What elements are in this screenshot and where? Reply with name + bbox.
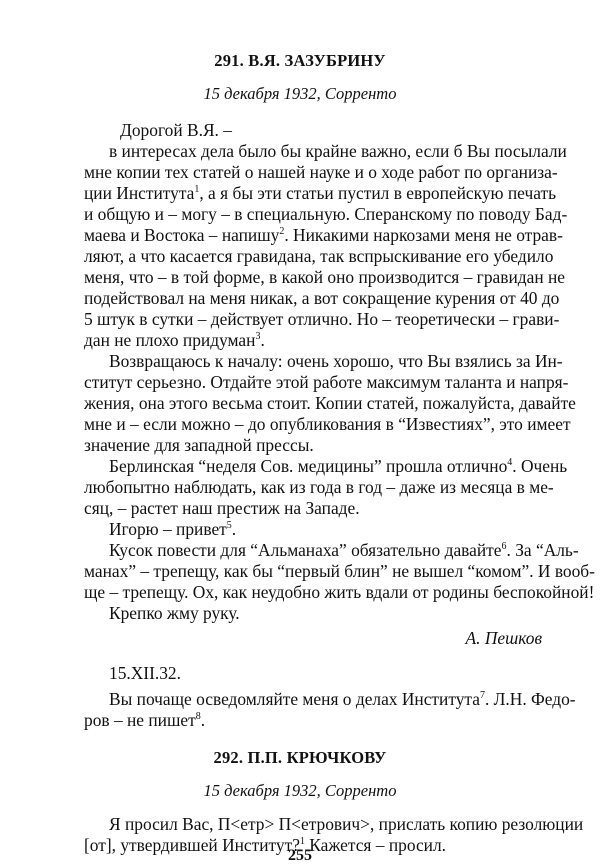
p1-line-5: [84, 225, 563, 246]
p1-line-8: подействовал на меня никак, а вот сокращение курения от 40 до: [84, 288, 560, 308]
ps-line-1-b: . Л.Н. Федо-: [484, 689, 576, 709]
closing: Крепко жму руку.: [109, 603, 240, 623]
p1-line-4: и общую и – могу – в специальную. Сперанскому по поводу Бад-: [84, 204, 568, 224]
p2-line-2: ститут серьезно. Отдайте этой работе максимум таланта и напря-: [84, 372, 569, 392]
p4-end-dot: .: [231, 519, 237, 539]
p5-line-1: [109, 540, 579, 561]
ps-line-2: [84, 710, 205, 731]
footnote-ref-8: 8: [195, 711, 201, 723]
p1-line-6: ляют, а что касается гравидана, так вспрыскивание его убедило: [84, 246, 554, 266]
p5-line-2: манах” – трепещу, как бы “первый блин” не вышел “комом”. И вооб-: [84, 561, 595, 581]
p1-line-9: 5 штук в сутки – действует отлично. Но – теоретически – грави-: [84, 309, 560, 329]
footnote-ref-292-1: 1: [299, 836, 305, 848]
p1-line-3: [84, 183, 557, 204]
p2-line-1: Возвращаюсь к началу: очень хорошо, что Вы взялись за Ин-: [109, 351, 563, 371]
letter-292-heading: 292. П.П. КРЮЧКОВУ: [213, 748, 387, 767]
ps-line-1-a: Вы почаще осведомляйте меня о делах Института: [109, 689, 480, 709]
p5-line-1-a: Кусок повести для “Альманаха” обязательно давайте: [109, 540, 502, 560]
l292-line-2-b: Кажется – просил.: [304, 835, 446, 855]
footnote-ref-7: 7: [479, 690, 485, 702]
p1-line-3-b: , а я бы эти статьи пустил в европейскую печать: [199, 183, 557, 203]
p1-end-dot: .: [260, 330, 265, 350]
p2-line-3: жения, она этого весьма стоит. Копии статей, пожалуйста, давайте: [84, 393, 576, 413]
letter-292-dateline: 15 декабря 1932, Сорренто: [203, 781, 397, 800]
p1-line-5-a: маева и Востока – напишу: [84, 225, 280, 245]
p1-line-7: меня, что – в той форме, в какой оно производится – гравидан не: [84, 267, 565, 287]
ps-end-dot: .: [200, 710, 206, 730]
p3-line-3: сяц, – растет наш престиж на Западе.: [84, 498, 360, 518]
p3-line-2: любопытно наблюдать, как из года в год – даже из месяца в ме-: [84, 477, 554, 497]
p2-line-5: значение для западной прессы.: [84, 435, 314, 455]
footnote-ref-4: 4: [507, 457, 513, 469]
p1-line-5-b: . Никакими наркозами меня не отрав-: [284, 225, 563, 245]
p2-line-4: мне и – если можно – до опубликования в “Известиях”, это имеет: [84, 414, 571, 434]
letter-291-dateline: 15 декабря 1932, Сорренто: [203, 84, 397, 103]
footnote-ref-5: 5: [226, 520, 232, 532]
letter-291-heading: 291. В.Я. ЗАЗУБРИНУ: [214, 51, 386, 70]
page-number: 255: [288, 847, 312, 864]
p4-line-1: [109, 519, 236, 540]
ps-date: 15.XII.32.: [109, 663, 181, 683]
signature: А. Пешков: [465, 628, 542, 648]
salutation: Дорогой В.Я. –: [120, 120, 232, 140]
p3-line-1-b: . Очень: [512, 456, 568, 476]
p5-line-1-b: . За “Аль-: [506, 540, 579, 560]
p4-text: Игорю – привет: [109, 519, 227, 539]
footnote-ref-3: 3: [255, 331, 261, 343]
p3-line-1: [109, 456, 568, 477]
ps-line-2-a: ров – не пишет: [84, 710, 196, 730]
p1-line-1: в интересах дела было бы крайне важно, если б Вы посылали: [109, 141, 567, 161]
p1-line-10: [84, 330, 265, 351]
footnote-ref-2: 2: [279, 226, 285, 238]
footnote-ref-6: 6: [501, 541, 507, 553]
p5-line-3: ще – трепещу. Ох, как неудобно жить вдали от родины беспокойной!: [84, 582, 595, 602]
p3-line-1-a: Берлинская “неделя Сов. медицины” прошла отлично: [109, 456, 508, 476]
l292-line-2-a: [от], утвердившей Институт?: [84, 835, 300, 855]
p1-line-2: мне копии тех статей о нашей науке и о ходе работ по организа-: [84, 162, 558, 182]
l292-line-1: Я просил Вас, П<етр> П<етрович>, прислать копию резолюции: [109, 814, 584, 834]
footnote-ref-1: 1: [194, 184, 200, 196]
ps-line-1: [109, 689, 576, 710]
p1-line-3-a: ции Института: [84, 183, 195, 203]
p1-line-10-a: дан не плохо придуман: [84, 330, 256, 350]
